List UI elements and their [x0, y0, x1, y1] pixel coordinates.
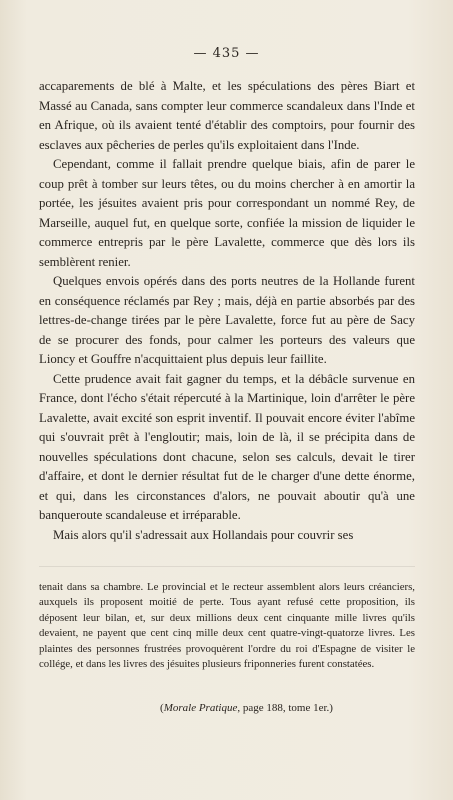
- footnote-text: tenait dans sa chambre. Le provincial et le recteur assemblent alors leurs créanciers, auxquels ils proposent moitié de perte. Tous ayant refusé cette proposition, ils déposent leur bilan, et, sur deux millions deux cent cinquante mille livres qu'ils devaient, ne payent que cent cinq mille deux cent quatre-vingt-quatorze livres. Les plaintes des personnes frustrées provoquèrent l'ordre du roi d'Espagne de visiter le collége, et dans les livres des jésuites plusieurs friponneries furent constatées.: [39, 581, 415, 671]
- paragraph: Cependant, comme il fallait prendre quelque biais, afin de parer le coup prêt à tomber sur leurs têtes, ou du moins chercher à en amortir la portée, les jésuites avaient pris pour correspondant un nommé Rey, de Marseille, auquel fut, en quelque sorte, confiée la mission de liquider le commerce entrepris par le père Lavalette, commerce que dès lors ils semblèrent renier.: [39, 157, 415, 269]
- paragraph: Mais alors qu'il s'adressait aux Hollandais pour couvrir ses: [53, 527, 354, 542]
- paragraph: Cette prudence avait fait gagner du temps, et la débâcle survenue en France, dont l'écho s'était répercuté à la Martinique, loin d'arrêter le père Lavalette, avait excité son esprit inventif. Il pouvait encore éviter l'abîme qui s'ouvrait prêt à l'engloutir; mais, loin de là, il se précipita dans de nouvelles spéculations dont chacune, selon ses calculs, devait le tirer d'affaire, et dont le dernier résultat fut de le charger d'une dette énorme, et qui, dans les circonstances d'alors, ne pouvait aboutir qu'à une banqueroute scandaleuse et irréparable.: [39, 371, 415, 522]
- page-number: — 435 —: [193, 46, 260, 61]
- paragraph: accaparements de blé à Malte, et les spéculations des pères Biart et Massé au Canada, sans compter leur commerce scandaleux dans l'Inde et en Afrique, où ils avaient tenté d'établir des comptoirs, pour fournir des esclaves aux pêcheries de perles qu'ils exploitaient dans l'Inde.: [39, 79, 415, 152]
- paragraph: Quelques envois opérés dans des ports neutres de la Hollande furent en conséquence réclamés par Rey ; mais, déjà en partie absorbés par des lettres-de-change tirées par le père Lavalette, force fut au père de Sacy de se procurer des fonds, pour calmer les porteurs des valeurs que Lioncy et Gouffre n'acquittaient plus depuis leur faillite.: [39, 274, 415, 366]
- footnote-source: [0, 702, 453, 714]
- footnote-separator: [39, 566, 415, 567]
- footnote: [39, 580, 415, 672]
- source-reference: , page 188, tome 1er.): [237, 702, 333, 714]
- main-text: [39, 77, 415, 545]
- source-title: Morale Pratique: [163, 702, 238, 714]
- source-open: (: [160, 702, 164, 714]
